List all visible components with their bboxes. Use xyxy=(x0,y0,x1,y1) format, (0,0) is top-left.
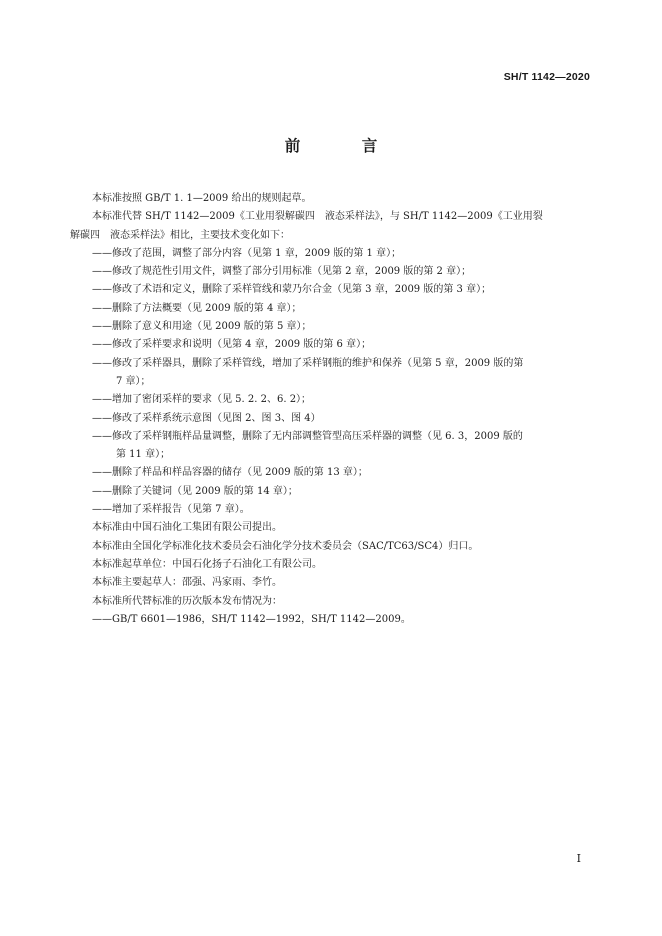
list-item: ——删除了关键词（见 2009 版的第 14 章）； xyxy=(92,485,298,497)
list-item: ——修改了采样器具，删除了采样管线，增加了采样钢瓶的维护和保养（见第 5 章，2009 版的第 xyxy=(92,357,524,369)
list-item: ——删除了意义和用途（见 2009 版的第 5 章）； xyxy=(92,321,312,333)
list-item-continuation: 7 章）； xyxy=(116,375,151,387)
paragraph: 本标准起草单位：中国石化扬子石油化工有限公司。 xyxy=(92,558,322,570)
list-item: ——修改了采样要求和说明（见第 4 章，2009 版的第 6 章）； xyxy=(92,339,372,351)
list-item: ——GB/T 6601—1986，SH/T 1142—1992，SH/T 1142—2009。 xyxy=(92,613,411,625)
paragraph: 本标准按照 GB/T 1. 1—2009 给出的规则起草。 xyxy=(92,193,312,204)
list-item: ——增加了密闭采样的要求（见 5. 2. 2、6. 2）； xyxy=(92,394,312,406)
paragraph: 本标准代替 SH/T 1142—2009《工业用裂解碳四 液态采样法》，与 SH/T 1142—2009《工业用裂 xyxy=(92,211,543,223)
paragraph: 本标准主要起草人：邵强、冯家雨、李竹。 xyxy=(92,577,282,589)
list-item: ——修改了术语和定义，删除了采样管线和蒙乃尔合金（见第 3 章，2009 版的第 3 章）； xyxy=(92,284,492,296)
list-item: ——删除了样品和样品容器的储存（见 2009 版的第 13 章）； xyxy=(92,467,368,479)
list-item: ——增加了采样报告（见第 7 章）。 xyxy=(92,504,250,516)
paragraph: 本标准由中国石油化工集团有限公司提出。 xyxy=(92,522,282,534)
body-text xyxy=(70,190,594,629)
paragraph: 解碳四 液态采样法》相比，主要技术变化如下： xyxy=(70,229,290,241)
list-item: ——修改了范围，调整了部分内容（见第 1 章，2009 版的第 1 章）； xyxy=(92,247,402,259)
list-item: ——修改了规范性引用文件，调整了部分引用标准（见第 2 章，2009 版的第 2 章）； xyxy=(92,266,472,278)
list-item: ——修改了采样系统示意图（见图 2、图 3、图 4） xyxy=(92,412,321,424)
paragraph: 本标准由全国化学标准化技术委员会石油化学分技术委员会（SAC/TC63/SC4）归口。 xyxy=(92,540,479,552)
page-number: I xyxy=(576,852,581,865)
list-item: ——修改了采样钢瓶样品量调整，删除了无内部调整管型高压采样器的调整（见 6. 3，2009 版的 xyxy=(92,430,523,442)
list-item-continuation: 第 11 章）； xyxy=(116,449,171,461)
paragraph: 本标准所代替标准的历次版本发布情况为： xyxy=(92,595,282,607)
header-standard-code: SH/T 1142—2020 xyxy=(503,71,590,83)
page-title: 前 言 xyxy=(284,137,406,155)
list-item: ——删除了方法概要（见 2009 版的第 4 章）； xyxy=(92,302,302,314)
